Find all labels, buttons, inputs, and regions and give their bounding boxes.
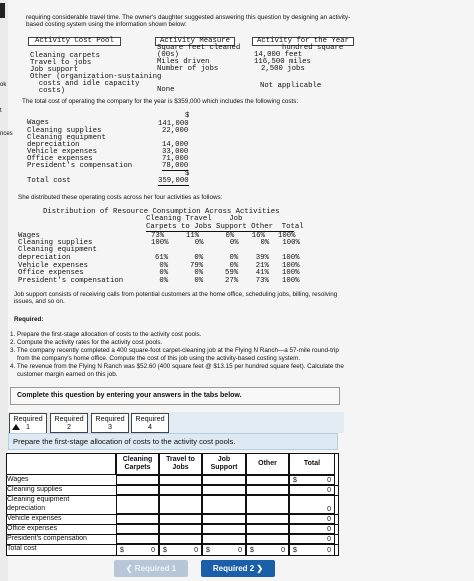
activity-pool-table <box>26 34 349 98</box>
cost-label: Cleaning supplies <box>27 127 102 135</box>
tab-label: Required <box>95 414 125 423</box>
input-vehicle-job-support[interactable] <box>202 514 246 524</box>
instruction-text: Complete this question by entering your answers in the tabs below. <box>17 392 242 399</box>
total-supplies <box>289 485 335 495</box>
header-activity-measure: Activity Measure <box>155 37 235 46</box>
cost-value: 33,000 <box>162 148 189 156</box>
value: 0 <box>281 547 285 554</box>
distribution-row-label: Vehicle expenses <box>18 262 89 270</box>
cost-label: Cleaning equipment <box>27 134 106 142</box>
value: 0 <box>194 547 198 554</box>
total-cost-other <box>246 544 289 556</box>
tab-number: 4 <box>148 422 152 431</box>
total-president <box>289 534 335 544</box>
next-required-2-button[interactable]: Required 2 ❯ <box>201 560 275 577</box>
total-value: 0 <box>327 526 331 533</box>
tab-required-2[interactable] <box>50 413 88 433</box>
sidebar-fragment-t: t <box>0 108 2 114</box>
row-label-presidents-compensation: President's compensation <box>7 535 87 542</box>
required-item: customer margin earned on this job. <box>10 371 118 378</box>
cost-value: 71,000 <box>162 155 189 163</box>
year-line: 116,500 miles <box>254 58 311 66</box>
input-office-travel[interactable] <box>159 524 202 534</box>
total-cost-total <box>289 544 335 556</box>
year-line: hundred square <box>282 44 344 52</box>
distribution-row-values: 100% 0% 0% 0% 100% <box>151 239 300 247</box>
distribution-title: Distribution of Resource Consumption Across Activities <box>43 208 280 216</box>
answer-table-corner <box>6 453 116 475</box>
input-equipment-job-support[interactable] <box>202 495 246 514</box>
required-item: 2. Compute the activity rates for the activity cost pools. <box>10 339 163 346</box>
distribution-row-label: Cleaning supplies <box>18 239 93 247</box>
prompt-bar <box>8 433 338 450</box>
total-office <box>289 524 335 534</box>
distribution-row-label: President's compensation <box>18 277 124 285</box>
distribution-row-values: 0% 0% 27% 73% 100% <box>155 277 300 285</box>
input-equipment-other[interactable] <box>246 495 289 514</box>
col-head-other <box>246 453 289 475</box>
cost-value: 14,000 <box>162 141 189 149</box>
sidebar-fragment-ok: ok <box>0 82 7 88</box>
distribution-row-label: Cleaning equipment <box>18 246 97 254</box>
input-president-cleaning[interactable] <box>116 534 159 544</box>
total-value: 0 <box>327 516 331 523</box>
cost-label: Vehicle expenses <box>27 148 98 156</box>
tab-label: Required <box>54 414 84 423</box>
dollar: $ <box>206 547 210 554</box>
cost-label: depreciation <box>27 141 80 149</box>
input-president-job-support[interactable] <box>202 534 246 544</box>
distribution-row-values: 0% 0% 59% 41% 100% <box>155 269 300 277</box>
header-activity-cost-pool: Activity Cost Pool <box>28 37 121 46</box>
cost-value: 22,000 <box>162 127 189 135</box>
tab-number: 3 <box>108 422 112 431</box>
header-activity-year: Activity for the Year <box>252 37 354 46</box>
input-supplies-job-support[interactable] <box>202 485 246 495</box>
input-office-other[interactable] <box>246 524 289 534</box>
distribution-row-label: Office expenses <box>18 269 84 277</box>
required-item: 3. The company recently completed a 400 square-foot carpet-cleaning job at the Flying N Ranch—a 57-mile round-trip <box>10 347 339 354</box>
input-vehicle-cleaning[interactable] <box>116 514 159 524</box>
row-label-depreciation: depreciation <box>7 505 46 512</box>
dollar-sign: $ <box>185 112 190 120</box>
pool-name: costs and idle capacity <box>30 80 140 88</box>
input-wages-cleaning[interactable] <box>116 475 159 485</box>
cost-label: President's compensation <box>27 162 133 170</box>
cost-label: Wages <box>27 119 49 127</box>
row-label-wages: Wages <box>7 476 29 483</box>
col-head-cleaning-carpets <box>116 453 159 475</box>
distribution-row-values: 0% 79% 0% 21% 100% <box>155 262 300 270</box>
input-wages-other[interactable] <box>246 475 289 485</box>
pool-name: Other (organization-sustaining <box>30 73 162 81</box>
distribution-row-values: 61% 0% 0% 39% 100% <box>155 254 300 262</box>
instruction-box <box>10 387 340 405</box>
dollar: $ <box>163 547 167 554</box>
total-dollar: $ <box>293 477 297 484</box>
intro-line-2: based costing system using the information shown below: <box>26 21 187 28</box>
col-head-line: Job <box>217 456 231 463</box>
input-office-job-support[interactable] <box>202 524 246 534</box>
measure-line: None <box>157 86 175 94</box>
col-head-line: Carpets <box>124 464 151 471</box>
total-equipment <box>289 495 335 514</box>
col-head-line: Travel to <box>166 456 195 463</box>
job-support-note-line-2: issues, and so on. <box>14 298 65 305</box>
col-head-job-support <box>202 453 246 475</box>
col-head-line: Cleaning <box>122 456 153 463</box>
prev-required-1-button[interactable]: ❮ Required 1 <box>114 560 188 577</box>
input-vehicle-travel[interactable] <box>159 514 202 524</box>
row-label-office-expenses: Office expenses <box>7 525 58 532</box>
year-line: 14,000 feet <box>254 51 303 59</box>
intro-line-1: requiring considerable travel time. The owner's daughter suggested answering this question by designing an activity- <box>26 14 351 21</box>
col-head-total <box>289 453 335 475</box>
input-vehicle-other[interactable] <box>246 514 289 524</box>
input-president-other[interactable] <box>246 534 289 544</box>
total-dollar-sign: $ <box>185 170 190 178</box>
required-heading: Required: <box>14 316 44 323</box>
total-wages <box>289 475 335 485</box>
total-vehicle <box>289 514 335 524</box>
input-equipment-cleaning[interactable] <box>116 495 159 514</box>
total-value: 0 <box>327 487 331 494</box>
tab-number: 1 <box>26 422 30 431</box>
dollar: $ <box>250 547 254 554</box>
prompt-text: Prepare the first-stage allocation of costs to the activity cost pools. <box>13 437 236 446</box>
pool-name: Job support <box>30 66 79 74</box>
row-label-total-cost: Total cost <box>7 545 37 552</box>
total-cost-job-support <box>202 544 246 556</box>
required-item: from the company's home office. Compute the cost of this job using the activity-based costing system. <box>10 355 301 362</box>
distribution-table <box>18 207 308 289</box>
total-cost-sentence: The total cost of operating the company for the year is $359,000 which includes the following costs: <box>22 98 299 105</box>
input-equipment-travel[interactable] <box>159 495 202 514</box>
cursor-pointer-icon <box>12 424 20 430</box>
cost-value-total: 359,000 <box>158 177 189 185</box>
total-value: 0 <box>327 536 331 543</box>
cost-label-total: Total cost <box>27 177 71 185</box>
distribution-row-label: depreciation <box>18 254 71 262</box>
pool-name: Travel to jobs <box>30 59 92 67</box>
value: 0 <box>151 547 155 554</box>
dollar: $ <box>293 547 297 554</box>
sidebar-fragment-nces: nces <box>0 131 13 137</box>
col-head-line: Total <box>303 460 321 467</box>
row-label-vehicle-expenses: Vehicle expenses <box>7 515 62 522</box>
input-wages-job-support[interactable] <box>202 475 246 485</box>
value: 0 <box>238 547 242 554</box>
cost-label: Office expenses <box>27 155 93 163</box>
tab-required-3[interactable] <box>91 413 129 433</box>
value: 0 <box>327 547 331 554</box>
row-label-cleaning-equipment: Cleaning equipment <box>7 496 70 503</box>
distribution-row-values: 73% 11% 0% 16% 100% <box>151 232 296 240</box>
measure-line: (00s) <box>157 51 179 59</box>
input-office-cleaning[interactable] <box>116 524 159 534</box>
job-support-note-line-1: Job support consists of receiving calls from potential customers at the home office, scheduling jobs, billing, resolving <box>14 291 338 298</box>
total-cost-travel <box>159 544 202 556</box>
measure-line: Number of jobs <box>157 65 219 73</box>
input-supplies-travel[interactable] <box>159 485 202 495</box>
cost-list <box>26 112 206 190</box>
tab-label: Required <box>135 414 165 423</box>
total-value: 0 <box>327 506 331 513</box>
tab-number: 2 <box>67 422 71 431</box>
distribution-row-label: Wages <box>18 232 40 240</box>
cost-value: 141,000 <box>158 120 189 128</box>
col-head-line: Jobs <box>172 464 189 471</box>
year-line: Not applicable <box>260 82 322 90</box>
pool-name: costs) <box>30 87 66 95</box>
required-item: 1. Prepare the first-stage allocation of costs to the activity cost pools. <box>10 331 202 338</box>
input-supplies-cleaning[interactable] <box>116 485 159 495</box>
col-head-line: Other <box>258 460 277 467</box>
cost-value: 78,000 <box>162 162 189 170</box>
tab-required-4[interactable] <box>131 413 169 433</box>
distribution-head-2: Carpets to Jobs Support Other Total <box>146 223 304 231</box>
tab-label: Required <box>13 414 43 423</box>
year-line: 2,500 jobs <box>261 65 305 73</box>
distribution-sentence: She distributed these operating costs across her four activities as follows: <box>18 194 223 201</box>
input-president-travel[interactable] <box>159 534 202 544</box>
input-wages-travel[interactable] <box>159 475 202 485</box>
row-label-cleaning-supplies: Cleaning supplies <box>7 486 63 493</box>
measure-line: Miles driven <box>157 58 210 66</box>
distribution-head-1: Cleaning Travel Job <box>146 215 243 223</box>
total-value: 0 <box>327 477 331 484</box>
col-head-line: Support <box>210 464 238 471</box>
input-supplies-other[interactable] <box>246 485 289 495</box>
pool-name: Cleaning carpets <box>30 52 101 60</box>
measure-line: Square feet cleaned <box>157 44 241 52</box>
total-cost-cleaning <box>116 544 159 556</box>
required-item: 4. The revenue from the Flying N Ranch was $52.60 (400 square feet @ $13.15 per hundred square feet). Calculate the <box>10 363 344 370</box>
sidebar-marker <box>0 3 5 18</box>
tab-required-1[interactable] <box>9 413 47 433</box>
dollar: $ <box>120 547 124 554</box>
col-head-travel-to-jobs <box>159 453 202 475</box>
